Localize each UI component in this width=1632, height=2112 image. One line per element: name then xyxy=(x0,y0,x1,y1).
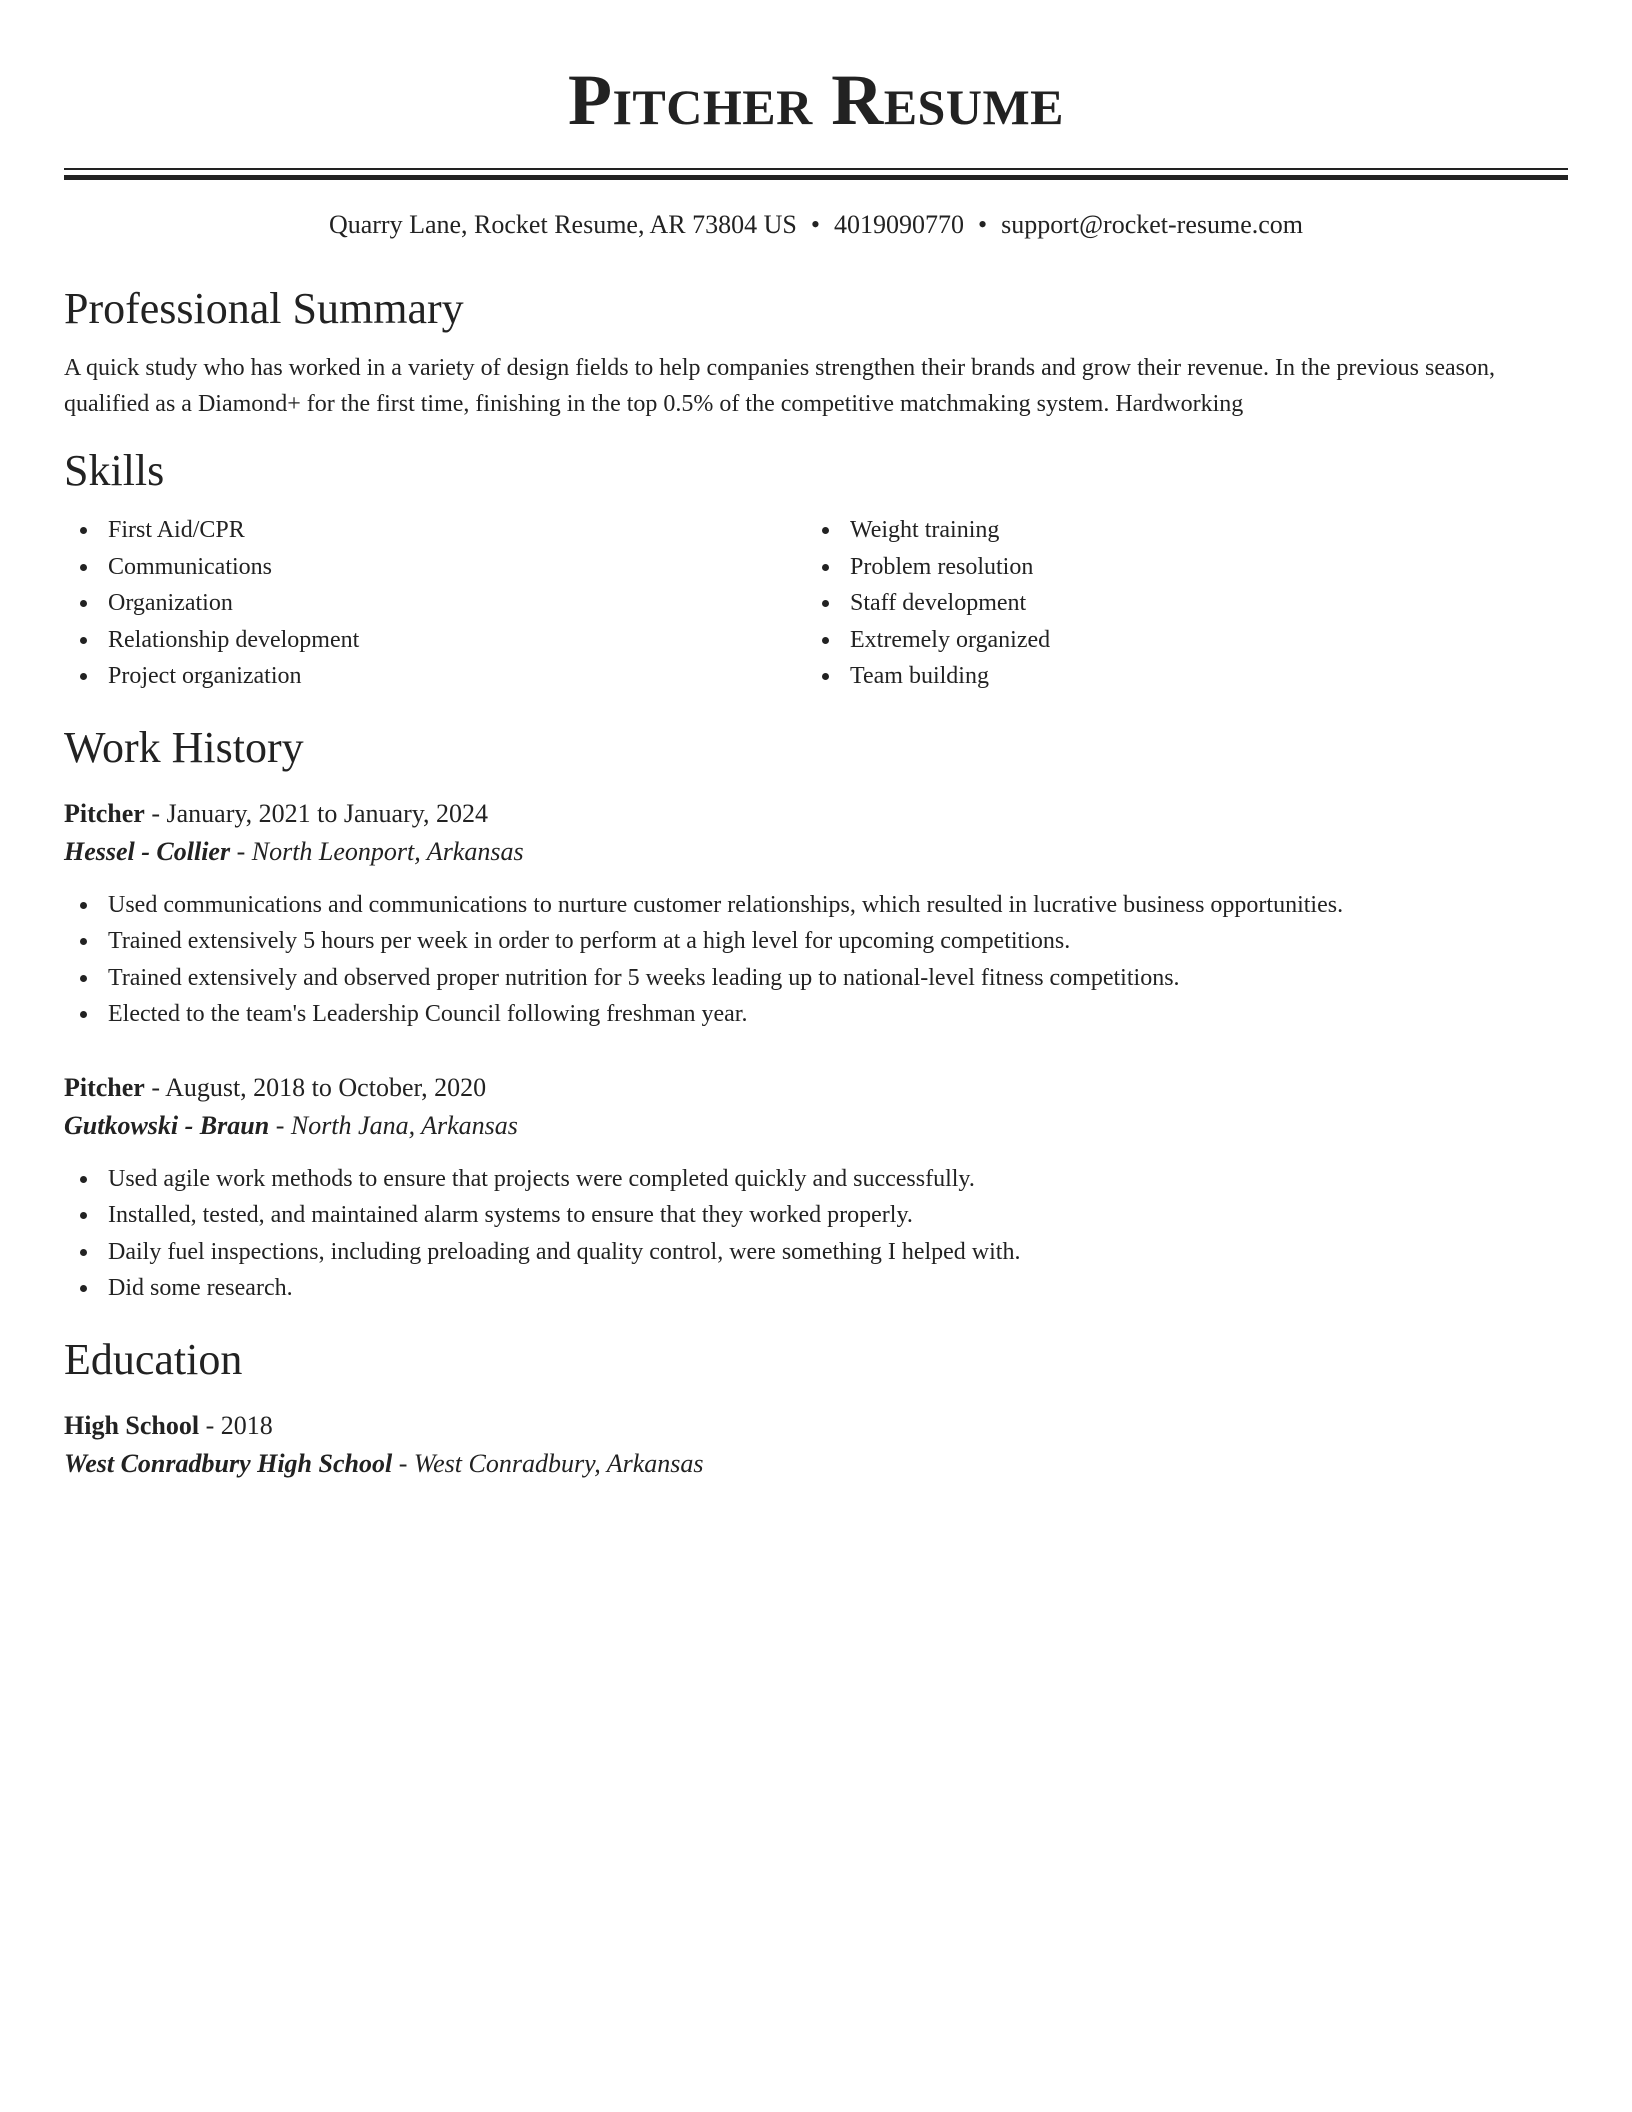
job-role: Pitcher xyxy=(64,798,145,828)
skill-item: First Aid/CPR xyxy=(64,512,806,549)
skills-right-list xyxy=(806,512,1548,695)
job-bullets xyxy=(64,887,1568,1033)
job-bullet: Installed, tested, and maintained alarm systems to ensure that they worked properly. xyxy=(64,1197,1568,1234)
job-title-line xyxy=(64,795,1568,833)
work-history-heading: Work History xyxy=(64,722,304,772)
header-rule-thin xyxy=(64,168,1568,170)
skills-left-list xyxy=(64,512,806,695)
skill-item: Extremely organized xyxy=(806,622,1548,659)
skill-item: Team building xyxy=(806,658,1548,695)
skills-heading: Skills xyxy=(64,446,165,495)
education-year: - 2018 xyxy=(199,1410,273,1440)
education-location: - West Conradbury, Arkansas xyxy=(392,1448,704,1478)
education-heading: Education xyxy=(64,1334,243,1384)
job-bullet: Daily fuel inspections, including preloading and quality control, were something I helped with. xyxy=(64,1234,1568,1271)
summary-text: A quick study who has worked in a variety of design fields to help companies strengthen their brands and grow their revenue. In the previous season, qualified as a Diamond+ for the first time, finishing in the top 0.5% of the competitive matchmaking system. Hardworking xyxy=(64,355,1495,417)
job-bullets xyxy=(64,1161,1568,1307)
job-bullet: Used communications and communications to nurture customer relationships, which resulted in lucrative business opportunities. xyxy=(64,887,1568,924)
job-entry xyxy=(64,795,1568,1033)
contact-email: support@rocket-resume.com xyxy=(1001,210,1304,239)
skill-item: Staff development xyxy=(806,585,1548,622)
education-degree-line xyxy=(64,1407,1568,1445)
job-dates: - January, 2021 to January, 2024 xyxy=(144,798,489,828)
skill-item: Weight training xyxy=(806,512,1548,549)
summary-heading: Professional Summary xyxy=(64,284,464,333)
resume-name: Pitcher Resume xyxy=(567,60,1065,140)
job-role: Pitcher xyxy=(64,1072,145,1102)
job-company-line xyxy=(64,1107,1568,1145)
job-company-line xyxy=(64,833,1568,871)
contact-line xyxy=(64,208,1568,242)
job-bullet: Elected to the team's Leadership Council following freshman year. xyxy=(64,996,1568,1033)
job-bullet: Used agile work methods to ensure that projects were completed quickly and successfully. xyxy=(64,1161,1568,1198)
job-entry xyxy=(64,1069,1568,1307)
education-degree: High School xyxy=(64,1410,200,1440)
skill-item: Relationship development xyxy=(64,622,806,659)
contact-address: Quarry Lane, Rocket Resume, AR 73804 US xyxy=(328,210,797,239)
contact-separator: • xyxy=(978,210,988,239)
job-bullet: Trained extensively 5 hours per week in order to perform at a high level for upcoming competitions. xyxy=(64,923,1568,960)
education-school: West Conradbury High School xyxy=(64,1448,393,1478)
contact-phone: 4019090770 xyxy=(834,210,964,239)
education-school-line xyxy=(64,1445,1568,1483)
job-dates: - August, 2018 to October, 2020 xyxy=(144,1072,487,1102)
job-bullet: Did some research. xyxy=(64,1270,1568,1307)
header-rule-thick xyxy=(64,175,1568,180)
contact-separator: • xyxy=(810,210,820,239)
job-location: - North Leonport, Arkansas xyxy=(230,836,524,866)
skills-columns xyxy=(64,512,1568,695)
job-title-line xyxy=(64,1069,1568,1107)
skill-item: Organization xyxy=(64,585,806,622)
job-location: - North Jana, Arkansas xyxy=(269,1110,518,1140)
job-bullet: Trained extensively and observed proper nutrition for 5 weeks leading up to national-level fitness competitions. xyxy=(64,960,1568,997)
skill-item: Project organization xyxy=(64,658,806,695)
job-company: Gutkowski - Braun xyxy=(64,1110,270,1140)
education-entry xyxy=(64,1407,1568,1483)
skill-item: Communications xyxy=(64,549,806,586)
skill-item: Problem resolution xyxy=(806,549,1548,586)
job-company: Hessel - Collier xyxy=(64,836,231,866)
resume-page xyxy=(64,0,1568,1483)
